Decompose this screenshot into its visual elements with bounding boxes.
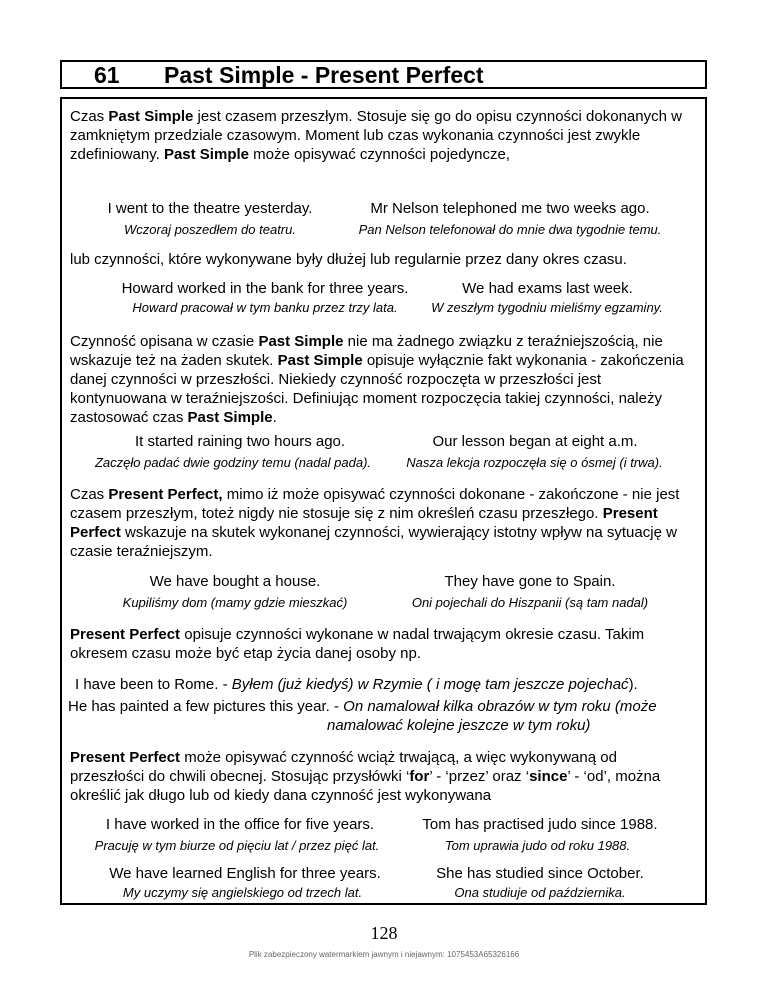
example-translation: Kupiliśmy dom (mamy gdzie mieszkać)	[122, 595, 348, 610]
watermark-text: Plik zabezpieczony watermarkiem jawnym i niejawnym: 1075453A65326166	[248, 950, 520, 959]
example-line: I have been to Rome. - Byłem (już kiedyś) w Rzymie ( i mogę tam jeszcze pojechać).	[75, 676, 638, 693]
example-sentence: They have gone to Spain.	[444, 573, 616, 590]
example-translation: Nasza lekcja rozpoczęła się o ósmej (i trwa).	[406, 455, 663, 470]
paragraph-6: Present Perfect może opisywać czynność wciąż trwającą, a więc wykonywaną od przeszłości do chwili obecnej. Stosując przysłówki ‘for’ - ‘przez’ oraz ‘since’ - ‘od’, można określić jak długo lub od kiedy dana czynność jest wykonywana	[70, 749, 661, 804]
example-sentence: Mr Nelson telephoned me two weeks ago.	[370, 200, 650, 217]
example-sentence: She has studied since October.	[436, 865, 644, 882]
header-box	[60, 60, 707, 89]
example-sentence: We have bought a house.	[149, 573, 321, 590]
example-translation: Pan Nelson telefonował do mnie dwa tygodnie temu.	[358, 222, 662, 237]
example-sentence: I have worked in the office for five years.	[105, 816, 375, 833]
example-sentence: I went to the theatre yesterday.	[107, 200, 313, 217]
page-number: 128	[370, 923, 398, 943]
example-translation: Ona studiuje od października.	[454, 885, 626, 900]
paragraph-5: Present Perfect opisuje czynności wykonane w nadal trwającym okresie czasu. Takim okresem czasu może być etap życia danej osoby np.	[70, 626, 645, 662]
example-line: He has painted a few pictures this year. - On namalował kilka obrazów w tym roku (może	[68, 698, 657, 715]
example-translation: W zeszłym tygodniu mieliśmy egzaminy.	[431, 300, 663, 315]
example-sentence: Howard worked in the bank for three years.	[121, 280, 409, 297]
example-sentence: We had exams last week.	[462, 280, 633, 297]
paragraph-2: lub czynności, które wykonywane były dłużej lub regularnie przez dany okres czasu.	[70, 251, 627, 268]
example-sentence: Tom has practised judo since 1988.	[422, 816, 658, 833]
example-translation: My uczymy się angielskiego od trzech lat.	[122, 885, 363, 900]
example-line: namalować kolejne jeszcze w tym roku)	[327, 717, 591, 734]
example-sentence: Our lesson began at eight a.m.	[432, 433, 638, 450]
example-translation: Wczoraj poszedłem do teatru.	[124, 222, 296, 237]
example-translation: Howard pracował w tym banku przez trzy lata.	[132, 300, 398, 315]
example-sentence: It started raining two hours ago.	[134, 433, 346, 450]
page-title: Past Simple - Present Perfect	[164, 62, 484, 88]
example-translation: Zaczęło padać dwie godziny temu (nadal pada).	[94, 455, 372, 470]
example-translation: Tom uprawia judo od roku 1988.	[444, 838, 631, 853]
paragraph-4: Czas Present Perfect, mimo iż może opisywać czynności dokonane - zakończone - nie jest czasem przeszłym, toteż nigdy nie stosuje się z nim określeń czasu przeszłego. Present Perfect wskazuje na skutek wykonanej czynności, wywierający istotny wpływ na sytuację w czasie teraźniejszym.	[70, 486, 680, 560]
lesson-number: 61	[94, 62, 120, 88]
paragraph-1: Czas Past Simple jest czasem przeszłym. Stosuje się go do opisu czynności dokonanych w zamkniętym przedziale czasowym. Moment lub czas wykonania czynności jest zwykle zdefiniowany. Past Simple może opisywać czynności pojedyncze,	[70, 108, 682, 163]
example-translation: Oni pojechali do Hiszpanii (są tam nadal)	[411, 595, 649, 610]
paragraph-3: Czynność opisana w czasie Past Simple nie ma żadnego związku z teraźniejszością, nie wskazuje też na żaden skutek. Past Simple opisuje wyłącznie fakt wykonania - zakończenia danej czynności w przeszłości. Niekiedy czynność rozpoczęta w przeszłości jest kontynuowana w teraźniejszości. Definiując moment rozpoczęcia takiej czynności, należy zastosować czas Past Simple.	[70, 333, 684, 426]
example-translation: Pracuję w tym biurze od pięciu lat / przez pięć lat.	[94, 838, 380, 853]
example-sentence: We have learned English for three years.	[109, 865, 381, 882]
